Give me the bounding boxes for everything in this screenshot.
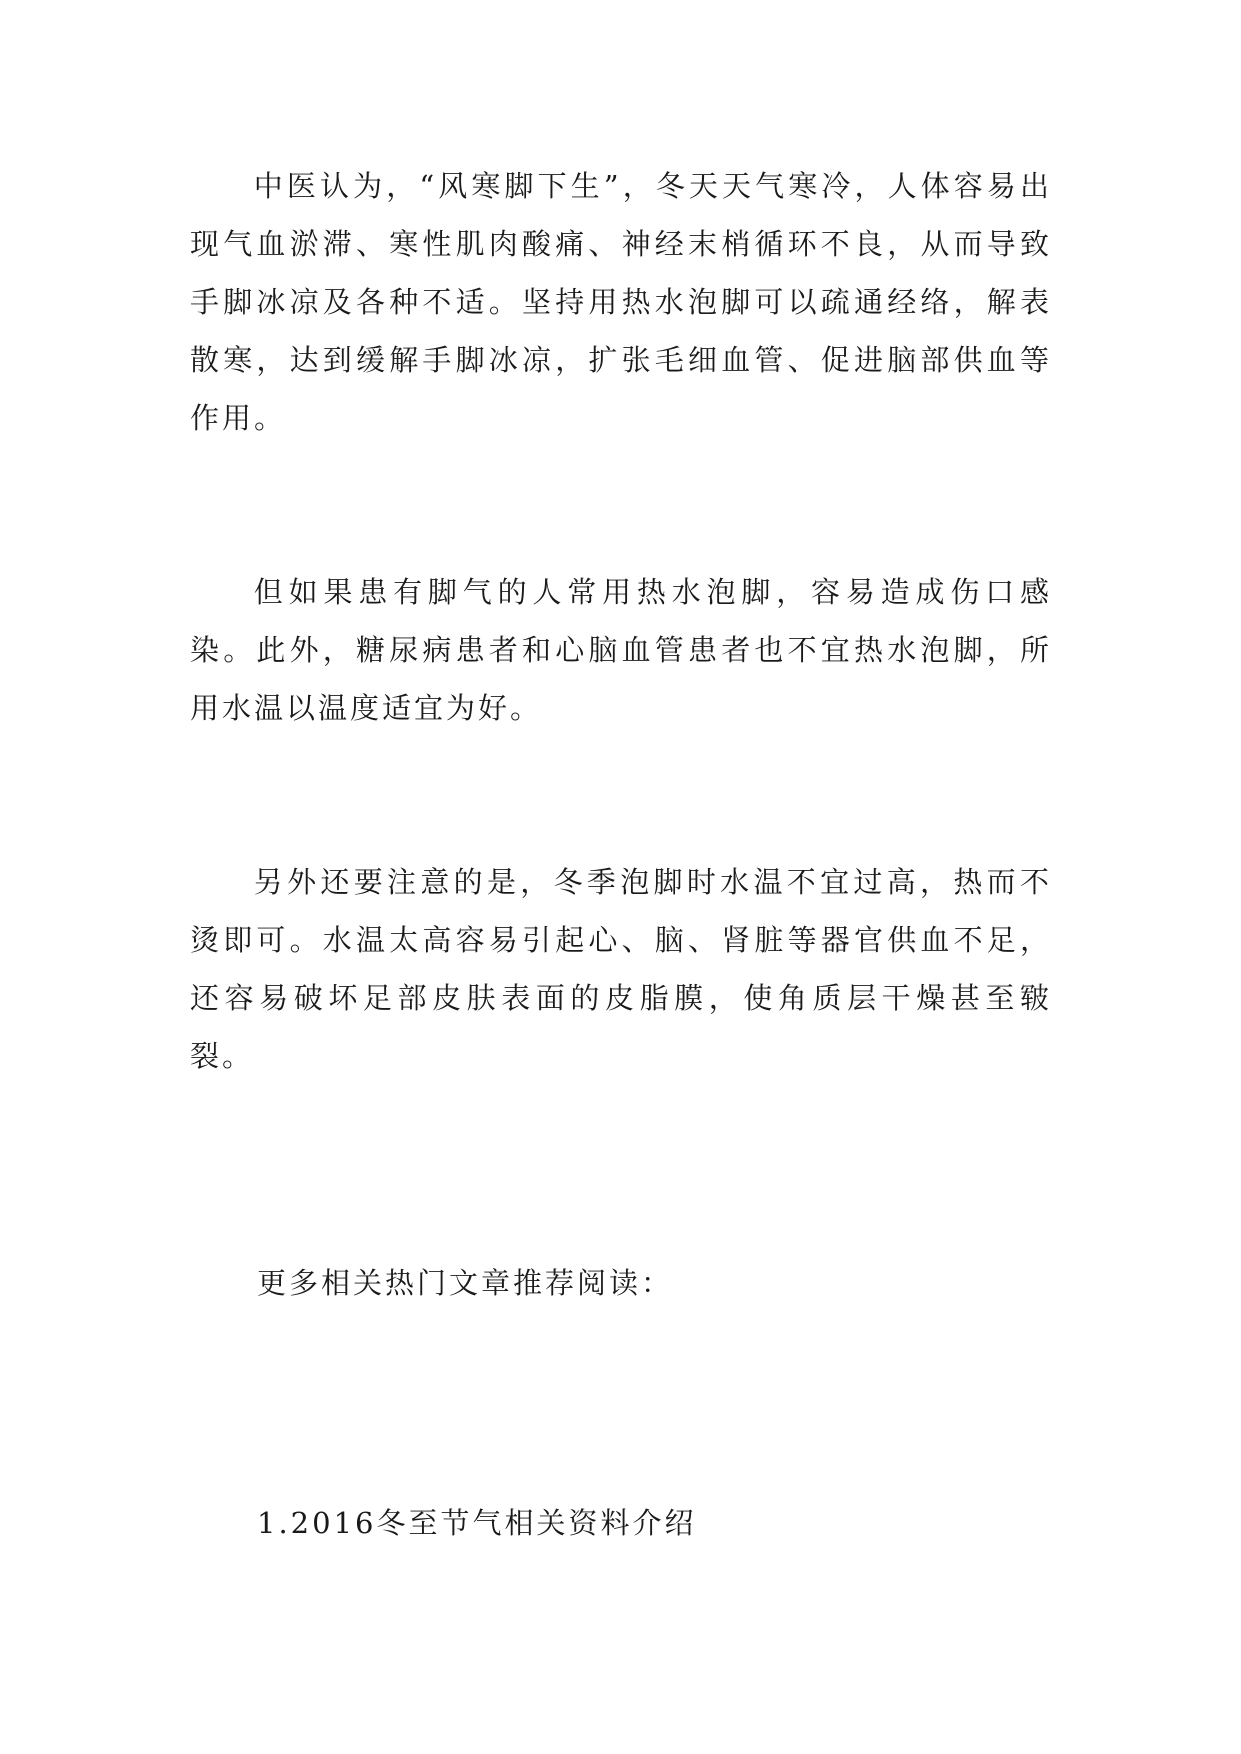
related-articles-heading: 更多相关热门文章推荐阅读： <box>257 1266 674 1300</box>
paragraph-contraindications: 但如果患有脚气的人常用热水泡脚，容易造成伤口感染。此外，糖尿病患者和心脑血管患者也不宜热水泡脚，所用水温以温度适宜为好。 <box>190 575 1052 725</box>
paragraph-water-temperature: 另外还要注意的是，冬季泡脚时水温不宜过高，热而不烫即可。水温太高容易引起心、脑、肾脏等器官供血不足，还容易破坏足部皮肤表面的皮脂膜，使角质层干燥甚至皲裂。 <box>190 865 1052 1073</box>
paragraph-tcm-foot-soak: 中医认为，“风寒脚下生”，冬天天气寒冷，人体容易出现气血淤滞、寒性肌肉酸痛、神经末梢循环不良，从而导致手脚冰凉及各种不适。坚持用热水泡脚可以疏通经络，解表散寒，达到缓解手脚冰凉，扩张毛细血管、促进脑部供血等作用。 <box>190 169 1052 435</box>
related-article-link[interactable]: 1.2016冬至节气相关资料介绍 <box>257 1506 697 1540</box>
